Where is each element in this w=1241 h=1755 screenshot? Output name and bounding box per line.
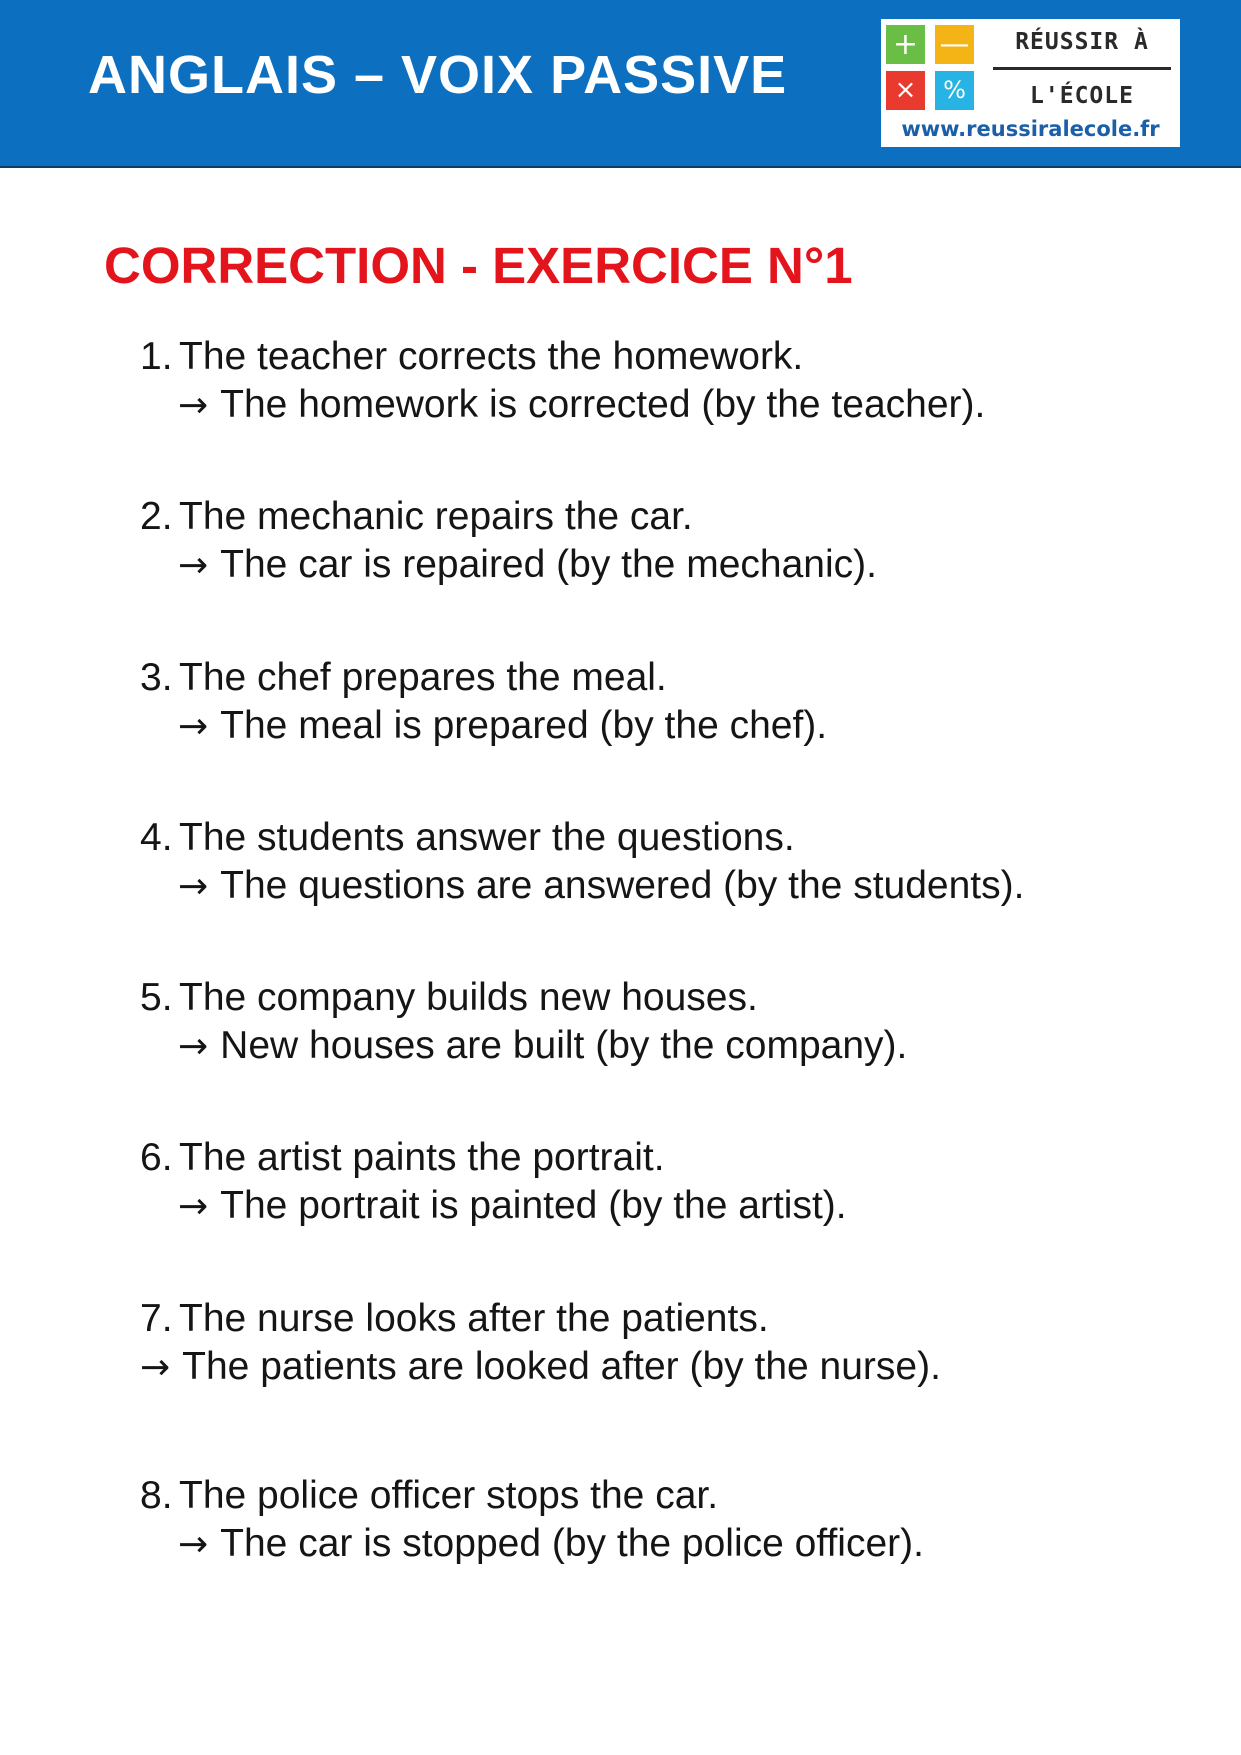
arrow-right-icon: → (178, 1524, 209, 1565)
item-number: 7. (140, 1297, 173, 1340)
passive-answer (178, 1182, 847, 1231)
active-sentence: The artist paints the portrait. (179, 1136, 665, 1179)
item-number: 3. (140, 656, 173, 699)
item-number: 6. (140, 1136, 173, 1179)
answer-text: New houses are built (by the company). (220, 1024, 908, 1067)
logo-url: www.reussiralecole.fr (901, 117, 1160, 141)
active-sentence: The teacher corrects the homework. (179, 335, 804, 378)
plus-icon: + (886, 25, 925, 64)
percent-icon: % (935, 71, 974, 110)
item-number: 5. (140, 976, 173, 1019)
arrow-right-icon: → (178, 385, 209, 426)
answer-text: The meal is prepared (by the chef). (220, 704, 828, 747)
page-title: ANGLAIS – VOIX PASSIVE (88, 45, 788, 105)
site-logo (881, 19, 1180, 147)
active-sentence: The students answer the questions. (179, 816, 795, 859)
logo-name-line1: RÉUSSIR À (1015, 29, 1149, 55)
header-banner (0, 0, 1241, 168)
arrow-right-icon: → (178, 1026, 209, 1067)
passive-answer (178, 541, 877, 590)
answer-text: The portrait is painted (by the artist). (220, 1184, 847, 1227)
multiply-icon: × (886, 71, 925, 110)
item-number: 8. (140, 1474, 173, 1517)
active-sentence: The company builds new houses. (179, 976, 758, 1019)
arrow-right-icon: → (178, 706, 209, 747)
section-title: CORRECTION - EXERCICE N°1 (104, 237, 853, 294)
answer-text: The homework is corrected (by the teacher). (220, 383, 986, 426)
arrow-right-icon: → (178, 1186, 209, 1227)
item-number: 1. (140, 335, 173, 378)
passive-answer (178, 862, 1024, 911)
active-sentence: The mechanic repairs the car. (179, 495, 693, 538)
passive-answer (140, 1343, 941, 1392)
active-sentence: The nurse looks after the patients. (179, 1297, 769, 1340)
arrow-right-icon: → (178, 545, 209, 586)
minus-icon: — (935, 25, 974, 64)
passive-answer (178, 381, 985, 430)
answer-text: The car is repaired (by the mechanic). (220, 543, 877, 586)
answer-text: The patients are looked after (by the nurse). (182, 1345, 941, 1388)
arrow-right-icon: → (178, 866, 209, 907)
active-sentence: The police officer stops the car. (179, 1474, 719, 1517)
passive-answer (178, 1022, 907, 1071)
arrow-right-icon: → (140, 1347, 171, 1388)
item-number: 2. (140, 495, 173, 538)
logo-name-line2: L'ÉCOLE (1030, 83, 1134, 109)
answer-text: The car is stopped (by the police officer). (220, 1522, 924, 1565)
logo-divider (993, 67, 1171, 70)
passive-answer (178, 1520, 924, 1569)
item-number: 4. (140, 816, 173, 859)
answer-text: The questions are answered (by the students). (220, 864, 1025, 907)
active-sentence: The chef prepares the meal. (179, 656, 667, 699)
passive-answer (178, 702, 827, 751)
